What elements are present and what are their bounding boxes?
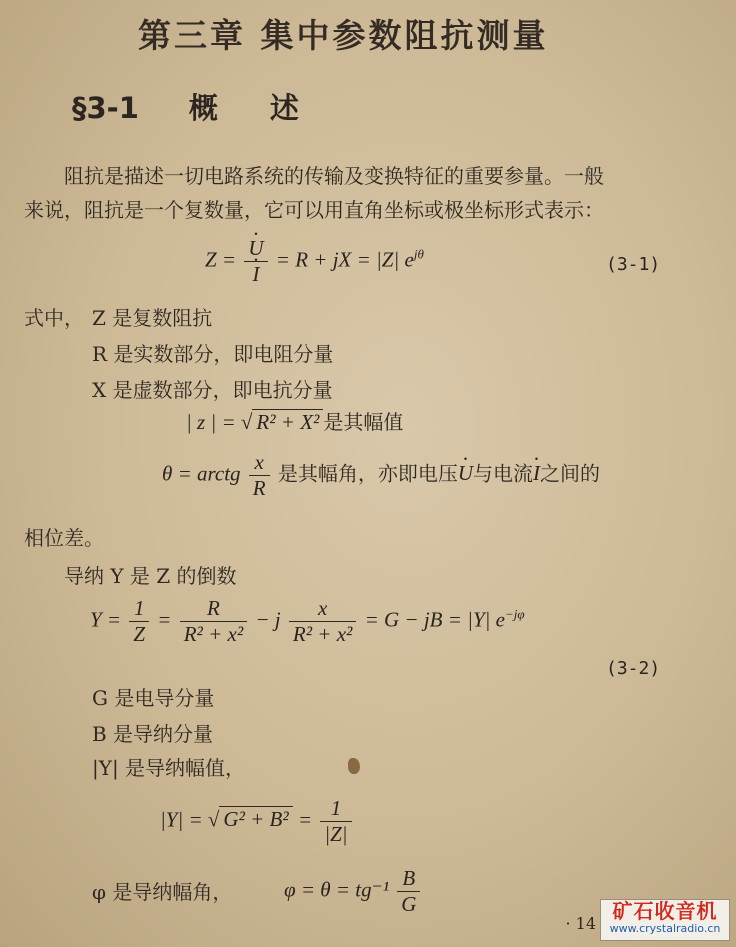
- def-phi: φ 是导纳幅角，: [92, 880, 233, 904]
- watermark-logo: [600, 899, 730, 941]
- def-b: B 是导纳分量: [92, 722, 214, 746]
- mag-lhs: | z | = √: [186, 410, 253, 434]
- theta-den: R: [252, 476, 266, 500]
- equation-3-1: [205, 236, 424, 287]
- eq2-f2-num: R: [207, 596, 220, 620]
- theta-fraction: [249, 450, 270, 501]
- eq1-rhs: = R + jX = |Z| e: [275, 247, 414, 272]
- ymag-f-den: |Z|: [324, 822, 348, 846]
- eq2-f1-num: 1: [133, 596, 145, 620]
- phi-den: G: [401, 892, 417, 916]
- eq2-lhs: Y =: [90, 607, 122, 632]
- theta-current: · I: [533, 461, 540, 485]
- theta-text-c: 之间的: [540, 463, 601, 486]
- phi-fraction: [397, 866, 420, 917]
- paragraph-line-1: 阻抗是描述一切电路系统的传输及变换特征的重要参量。一般: [64, 164, 604, 188]
- def-g: G 是电导分量: [92, 686, 215, 710]
- section-title-part1: 概: [188, 91, 218, 125]
- eq2-f2-den: R² + x²: [183, 622, 244, 646]
- theta-lhs: θ = arctg: [162, 461, 241, 486]
- equation-number-3-2: (3-2): [606, 658, 661, 679]
- chapter-title: 第三章 集中参数阻抗测量: [138, 16, 549, 55]
- equation-3-2: Y = $\frac{1}{Z}$ = $\frac{R}{\text{R² + x²}}$ − j $\frac{x}{\text{R² + x²}}$ = G − jB = |Y| $e^{-j\varphi}$: [90, 596, 525, 646]
- eq2-rhs: = G − jB = |Y| e: [364, 607, 505, 632]
- eq1-numerator: · U: [248, 236, 263, 260]
- ymag-f-num: 1: [330, 796, 342, 820]
- def-z: Z 是复数阻抗: [92, 306, 213, 330]
- def-ymag: |Y| 是导纳幅值，: [92, 756, 246, 780]
- eq2-minus-j: − j: [255, 607, 281, 632]
- defs-intro: 式中，: [24, 306, 84, 330]
- ymag-formula: |Y| = √ G² + B² = $\frac{1}{|Z|}$: [160, 796, 355, 847]
- eq1-exponent: jθ: [413, 246, 424, 262]
- phi-eq: φ = θ = tg⁻¹: [284, 877, 389, 902]
- def-x: X 是虚数部分，即电抗分量: [92, 378, 333, 402]
- eq1-fraction: [244, 236, 267, 287]
- eq2-f3-num: x: [317, 596, 328, 620]
- mag-radicand: R² + X²: [252, 409, 323, 435]
- paragraph-line-2: 来说，阻抗是一个复数量，它可以用直角坐标或极坐标形式表示：: [24, 198, 604, 222]
- eq2-exponent: −jφ: [504, 606, 525, 622]
- mag-suffix: 是其幅值: [323, 412, 404, 434]
- ink-stain: [348, 758, 360, 774]
- phase-continuation: 相位差。: [24, 526, 104, 550]
- theta-voltage: · U: [458, 461, 473, 485]
- phi-num: B: [402, 866, 416, 890]
- section-heading: [72, 86, 299, 127]
- theta-num: x: [254, 450, 264, 474]
- admittance-intro: 导纳 Y 是 Z 的倒数: [64, 564, 237, 588]
- eq2-f1-den: Z: [133, 622, 146, 646]
- eq2-fraction-1: [129, 596, 149, 647]
- theta-text-b: 与电流: [473, 463, 534, 486]
- ymag-radicand: G² + B²: [219, 806, 292, 832]
- logo-title: 矿石收音机: [612, 899, 718, 923]
- eq1-lhs: Z =: [205, 247, 237, 272]
- page-number: · 14: [565, 914, 596, 933]
- section-title-part2: 述: [269, 91, 299, 125]
- def-r: R 是实数部分，即电阻分量: [92, 342, 334, 366]
- section-number: §3-1: [72, 91, 139, 125]
- phase-formula: [162, 450, 600, 501]
- ymag-fraction: [320, 796, 351, 847]
- magnitude-formula: [186, 406, 403, 435]
- eq2-f3-den: R² + x²: [292, 622, 353, 646]
- ymag-lhs: |Y| = √: [160, 807, 220, 832]
- equation-number-3-1: (3-1): [606, 254, 661, 275]
- theta-text-a: 是其幅角，亦即电压: [277, 463, 458, 486]
- phi-formula: [284, 866, 423, 917]
- eq1-denominator: · I: [252, 262, 259, 286]
- eq2-fraction-2: [180, 596, 247, 647]
- logo-url: www.crystalradio.cn: [609, 922, 721, 935]
- eq2-fraction-3: [289, 596, 356, 647]
